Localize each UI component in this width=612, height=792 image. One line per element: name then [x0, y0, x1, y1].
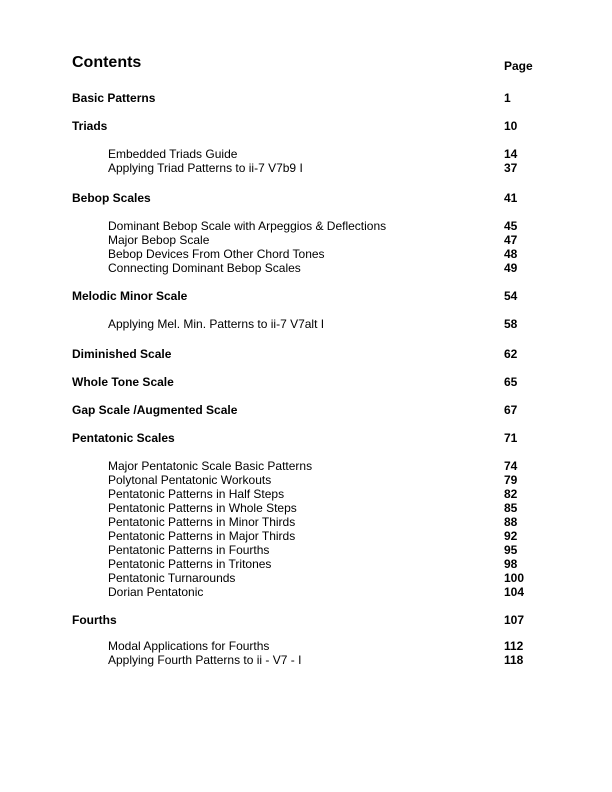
toc-subsection-entry	[0, 543, 612, 557]
entry-page-number: 100	[504, 571, 525, 585]
entry-title: Basic Patterns	[72, 91, 156, 105]
toc-subsection-entry	[0, 501, 612, 515]
entry-title: Applying Mel. Min. Patterns to ii-7 V7alt I	[108, 317, 325, 331]
entry-page-number: 95	[504, 543, 518, 557]
toc-subsection-entry	[0, 529, 612, 543]
entry-page-number: 49	[504, 261, 518, 275]
entry-title: Melodic Minor Scale	[72, 289, 188, 303]
entry-title: Whole Tone Scale	[72, 375, 174, 389]
entry-title: Bebop Devices From Other Chord Tones	[108, 247, 325, 261]
toc-section-entry	[0, 431, 612, 445]
entry-page-number: 71	[504, 431, 518, 445]
entry-title: Pentatonic Patterns in Fourths	[108, 543, 270, 557]
toc-subsection-entry	[0, 219, 612, 233]
page-column-header: Page	[504, 59, 533, 73]
toc-subsection-entry	[0, 317, 612, 331]
entry-title: Pentatonic Patterns in Tritones	[108, 557, 272, 571]
entry-title: Triads	[72, 119, 108, 133]
toc-subsection-entry	[0, 571, 612, 585]
entry-title: Embedded Triads Guide	[108, 147, 238, 161]
entry-page-number: 45	[504, 219, 518, 233]
entry-page-number: 67	[504, 403, 518, 417]
toc-section-entry	[0, 375, 612, 389]
entry-title: Polytonal Pentatonic Workouts	[108, 473, 272, 487]
entry-title: Connecting Dominant Bebop Scales	[108, 261, 301, 275]
entry-page-number: 14	[504, 147, 518, 161]
toc-section-entry	[0, 91, 612, 105]
entry-title: Dorian Pentatonic	[108, 585, 204, 599]
entry-page-number: 54	[504, 289, 518, 303]
entry-title: Gap Scale /Augmented Scale	[72, 403, 238, 417]
entry-page-number: 104	[504, 585, 525, 599]
toc-subsection-entry	[0, 459, 612, 473]
entry-title: Pentatonic Turnarounds	[108, 571, 236, 585]
entry-title: Pentatonic Patterns in Half Steps	[108, 487, 285, 501]
entry-page-number: 107	[504, 613, 525, 627]
entry-page-number: 85	[504, 501, 518, 515]
entry-title: Major Bebop Scale	[108, 233, 210, 247]
toc-subsection-entry	[0, 557, 612, 571]
page-title: Contents	[72, 54, 142, 71]
entry-page-number: 41	[504, 191, 518, 205]
entry-title: Bebop Scales	[72, 191, 151, 205]
toc-subsection-entry	[0, 639, 612, 653]
toc-section-entry	[0, 347, 612, 361]
toc-section-entry	[0, 191, 612, 205]
entry-title: Pentatonic Patterns in Whole Steps	[108, 501, 297, 515]
entry-title: Pentatonic Patterns in Minor Thirds	[108, 515, 296, 529]
toc-subsection-entry	[0, 233, 612, 247]
entry-title: Major Pentatonic Scale Basic Patterns	[108, 459, 313, 473]
entry-page-number: 82	[504, 487, 518, 501]
entry-page-number: 47	[504, 233, 518, 247]
entry-page-number: 88	[504, 515, 518, 529]
entry-title: Pentatonic Patterns in Major Thirds	[108, 529, 296, 543]
entry-title: Fourths	[72, 613, 117, 627]
toc-subsection-entry	[0, 147, 612, 161]
entry-title: Applying Fourth Patterns to ii - V7 - I	[108, 653, 302, 667]
entry-page-number: 118	[504, 653, 524, 667]
toc-subsection-entry	[0, 161, 612, 175]
toc-subsection-entry	[0, 585, 612, 599]
entry-page-number: 58	[504, 317, 518, 331]
entry-title: Applying Triad Patterns to ii-7 V7b9 I	[108, 161, 303, 175]
entry-page-number: 10	[504, 119, 518, 133]
entry-page-number: 1	[504, 91, 511, 105]
toc-subsection-entry	[0, 487, 612, 501]
entry-page-number: 92	[504, 529, 518, 543]
entry-page-number: 98	[504, 557, 518, 571]
toc-subsection-entry	[0, 515, 612, 529]
entry-title: Diminished Scale	[72, 347, 172, 361]
entry-title: Modal Applications for Fourths	[108, 639, 270, 653]
entry-title: Dominant Bebop Scale with Arpeggios & Deflections	[108, 219, 387, 233]
toc-subsection-entry	[0, 473, 612, 487]
entry-page-number: 79	[504, 473, 518, 487]
entry-page-number: 48	[504, 247, 518, 261]
toc-section-entry	[0, 289, 612, 303]
toc-section-entry	[0, 613, 612, 627]
entry-page-number: 74	[504, 459, 518, 473]
toc-section-entry	[0, 403, 612, 417]
entry-page-number: 37	[504, 161, 518, 175]
toc-subsection-entry	[0, 653, 612, 667]
entry-page-number: 112	[504, 639, 524, 653]
toc-subsection-entry	[0, 261, 612, 275]
entry-title: Pentatonic Scales	[72, 431, 175, 445]
toc-subsection-entry	[0, 247, 612, 261]
entry-page-number: 65	[504, 375, 518, 389]
entry-page-number: 62	[504, 347, 518, 361]
toc-section-entry	[0, 119, 612, 133]
